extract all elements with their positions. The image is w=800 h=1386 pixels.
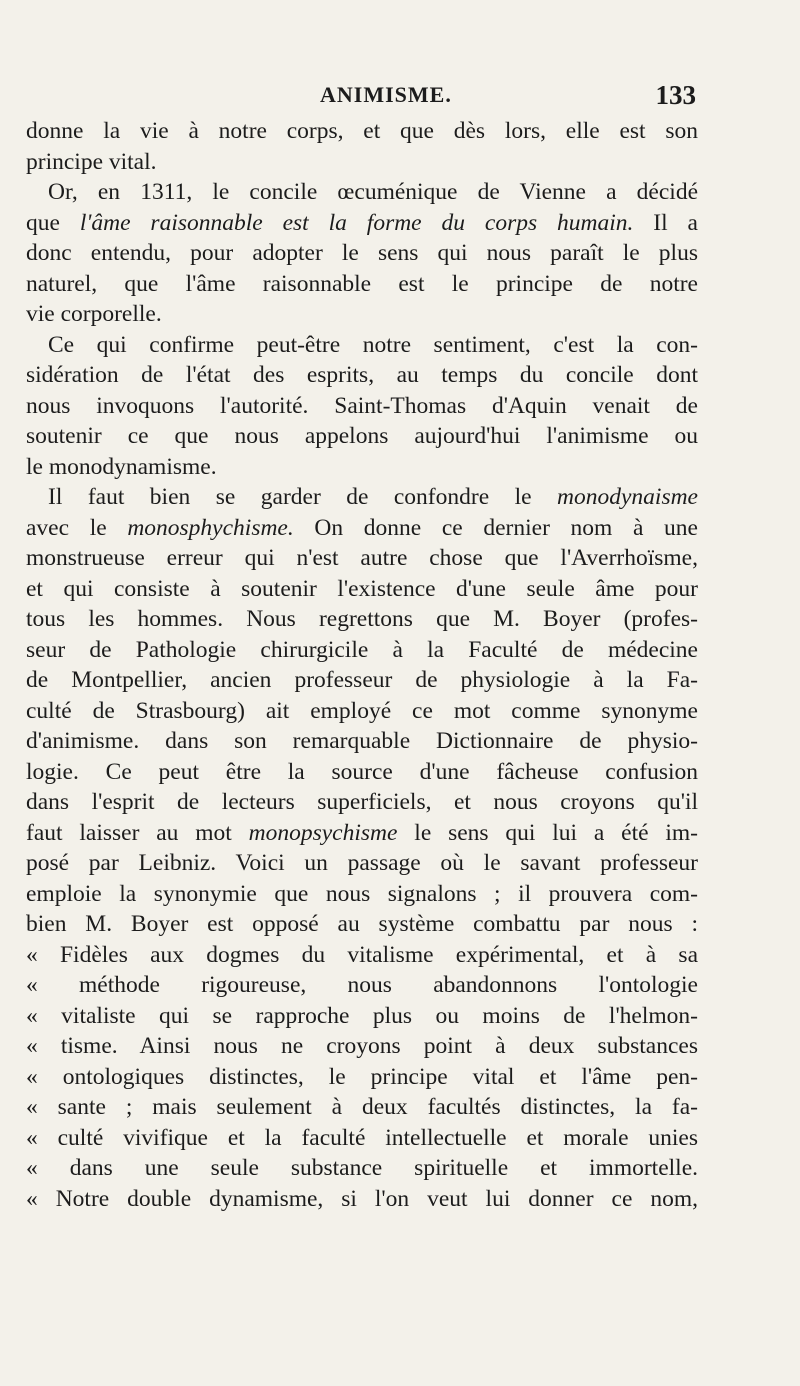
text-segment: Il faut bien se garder de confondre le [48, 484, 558, 510]
text-segment: « ontologiques distinctes, le principe vital et l'âme pen- [26, 1063, 698, 1090]
page-number: 133 [655, 80, 696, 110]
text-line [26, 879, 698, 910]
text-line [26, 1001, 698, 1032]
text-line [26, 116, 698, 147]
text-line [26, 665, 698, 696]
text-line [26, 1062, 698, 1093]
text-line [26, 513, 698, 544]
text-segment: Il a [633, 209, 698, 236]
text-segment: « dans une seule substance spirituelle et immortelle. [26, 1155, 698, 1181]
text-line [26, 970, 698, 1001]
text-line [26, 787, 698, 818]
text-segment: sidération de l'état des esprits, au temps du concile dont [26, 362, 698, 388]
text-segment: Ce qui confirme peut-être notre sentiment, c'est la con- [48, 331, 698, 358]
text-line [26, 208, 698, 239]
text-line [26, 1184, 698, 1215]
body-text [26, 116, 698, 1214]
text-line [26, 635, 698, 666]
text-segment: d'animisme. dans son remarquable Dictionnaire de physio- [26, 728, 698, 754]
text-segment: et qui consiste à soutenir l'existence d'une seule âme pour [26, 575, 698, 602]
text-segment: donne la vie à notre corps, et que dès lors, elle est son [26, 118, 698, 144]
text-segment: « méthode rigoureuse, nous abandonnons l'ontologie [26, 972, 698, 998]
text-line [26, 940, 698, 971]
text-segment: principe vital. [26, 148, 157, 175]
text-segment: le monodynamisme. [26, 453, 217, 480]
text-line [26, 391, 698, 422]
running-title: ANIMISME. [320, 82, 452, 107]
text-line [26, 238, 698, 269]
text-line [26, 726, 698, 757]
text-line [26, 757, 698, 788]
text-segment: « tisme. Ainsi nous ne croyons point à deux substances [26, 1033, 698, 1059]
text-line [26, 330, 698, 361]
text-line [26, 574, 698, 605]
text-line [26, 269, 698, 300]
text-line [26, 1031, 698, 1062]
text-segment: nous invoquons l'autorité. Saint-Thomas d'Aquin venait de [26, 392, 698, 419]
text-segment: « Notre double dynamisme, si l'on veut lui donner ce nom, [26, 1185, 698, 1212]
text-segment: de Montpellier, ancien professeur de physiologie à la Fa- [26, 667, 698, 693]
text-segment: soutenir ce que nous appelons aujourd'hui l'animisme ou [26, 423, 698, 449]
italic-text: monodynaisme [557, 484, 698, 510]
italic-text: monosphychisme. [127, 514, 294, 541]
text-segment: On donne ce dernier nom à une [293, 514, 698, 541]
text-segment: « sante ; mais seulement à deux facultés distinctes, la fa- [26, 1094, 698, 1120]
text-line [26, 909, 698, 940]
text-segment: logie. Ce peut être la source d'une fâcheuse confusion [26, 758, 698, 785]
text-segment: seur de Pathologie chirurgicile à la Faculté de médecine [26, 636, 698, 663]
text-segment: faut laisser au mot [26, 819, 249, 846]
text-line [26, 299, 698, 330]
text-segment: vie corporelle. [26, 301, 162, 327]
text-line [26, 177, 698, 208]
text-segment: que [26, 209, 80, 236]
text-line [26, 1092, 698, 1123]
text-line [26, 543, 698, 574]
text-line [26, 482, 698, 513]
text-segment: « vitaliste qui se rapproche plus ou moins de l'helmon- [26, 1002, 698, 1029]
text-line [26, 848, 698, 879]
text-segment: posé par Leibniz. Voici un passage où le savant professeur [26, 850, 698, 876]
text-line [26, 1123, 698, 1154]
text-segment: naturel, que l'âme raisonnable est le principe de notre [26, 270, 698, 297]
text-line [26, 818, 698, 849]
text-segment: emploie la synonymie que nous signalons ; il prouvera com- [26, 880, 698, 907]
text-line [26, 360, 698, 391]
text-line [26, 452, 698, 483]
text-segment: le sens qui lui a été im- [397, 819, 698, 846]
italic-text: l'âme raisonnable est la forme du corps humain. [79, 209, 634, 236]
text-segment: Or, en 1311, le concile œcuménique de Vienne a décidé [48, 179, 698, 205]
text-segment: culté de Strasbourg) ait employé ce mot comme synonyme [26, 697, 698, 724]
text-line [26, 1153, 698, 1184]
text-line [26, 421, 698, 452]
text-segment: tous les hommes. Nous regrettons que M. Boyer (profes- [26, 606, 698, 632]
text-segment: avec le [26, 514, 128, 541]
text-line [26, 696, 698, 727]
italic-text: monopsychisme [248, 819, 398, 846]
text-segment: « Fidèles aux dogmes du vitalisme expérimental, et à sa [26, 941, 698, 968]
text-line [26, 147, 698, 178]
text-segment: bien M. Boyer est opposé au système combattu par nous : [26, 911, 698, 937]
text-segment: monstrueuse erreur qui n'est autre chose que l'Averrhoïsme, [26, 545, 698, 571]
text-segment: donc entendu, pour adopter le sens qui nous paraît le plus [26, 240, 698, 266]
page-header [300, 80, 700, 114]
text-segment: « culté vivifique et la faculté intellectuelle et morale unies [26, 1124, 698, 1151]
text-segment: dans l'esprit de lecteurs superficiels, et nous croyons qu'il [26, 789, 698, 815]
text-line [26, 604, 698, 635]
